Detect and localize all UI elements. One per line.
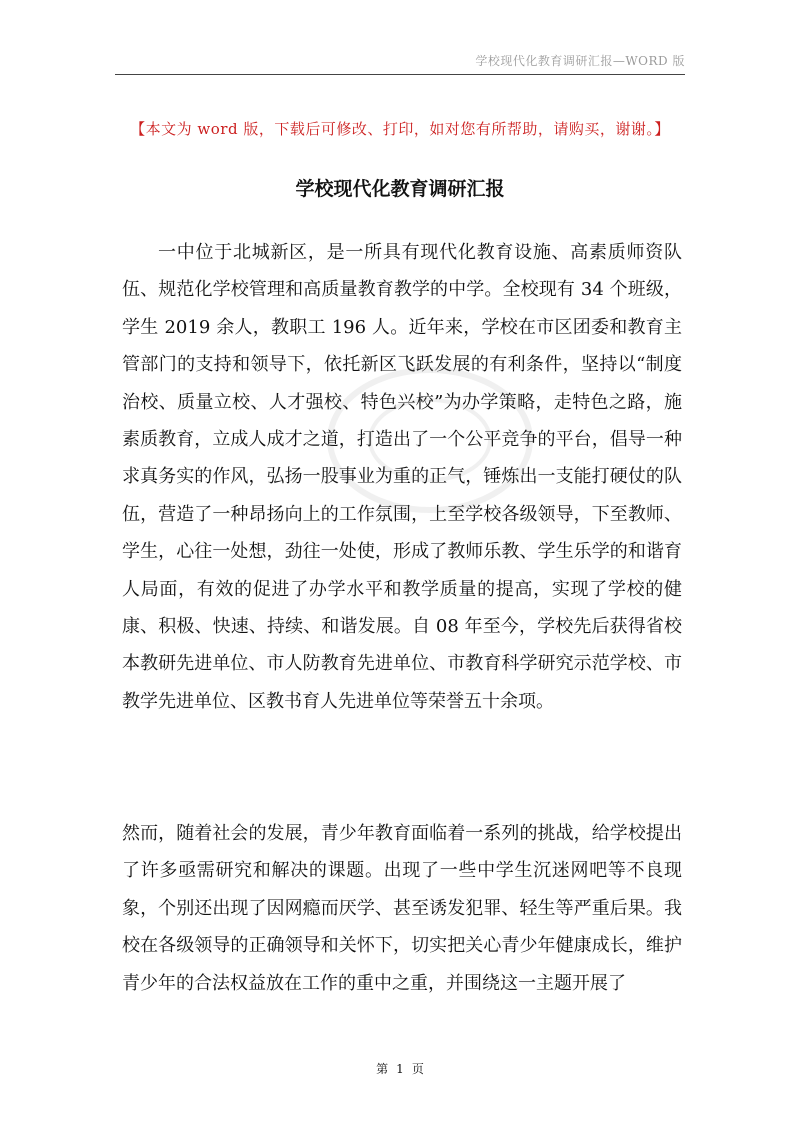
running-title: 学校现代化教育调研汇报—WORD 版	[475, 54, 685, 68]
document-title: 学校现代化教育调研汇报	[295, 178, 505, 200]
page-footer	[0, 1060, 800, 1077]
page-label-prefix: 第	[376, 1062, 389, 1076]
page-number: 1	[396, 1062, 404, 1076]
watermark-logo-icon	[310, 350, 550, 530]
body-paragraph-2: 然而，随着社会的发展，青少年教育面临着一系列的挑战，给学校提出了许多亟需研究和解决的课题。出现了一些中学生沉迷网吧等不良现象，个别还出现了因网瘾而厌学、甚至诱发犯罪、轻生等严重后果。我校在各级领导的正确领导和关怀下，切实把关心青少年健康成长，维护青少年的合法权益放在工作的重中之重，并围绕这一主题开展了	[122, 823, 682, 994]
body-paragraph-1: 一中位于北城新区，是一所具有现代化教育设施、高素质师资队伍、规范化学校管理和高质量教育教学的中学。全校现有 34 个班级，学生 2019 余人，教职工 196 人。近年来，学校在市区团委和教育主管部门的支持和领导下，依托新区飞跃发展的有利条件，坚持以“制度治校、质量立校、人才强校、特色兴校”为办学策略，走特色之路，施素质教育，立成人成才之道，打造出了一个公平竞争的平台，倡导一种求真务实的作风，弘扬一股事业为重的正气，锤炼出一支能打硬仗的队伍，营造了一种昂扬向上的工作氛围，上至学校各级领导，下至教师、学生，心往一处想，劲往一处使，形成了教师乐教、学生乐学的和谐育人局面，有效的促进了办学水平和教学质量的提高，实现了学校的健康、积极、快速、持续、和谐发展。自 08 年至今，学校先后获得省校本教研先进单位、市人防教育先进单位、市教育科学研究示范学校、市教学先进单位、区教书育人先进单位等荣誉五十余项。	[122, 242, 682, 712]
page-label-suffix: 页	[411, 1062, 424, 1076]
download-notice: 【本文为 word 版，下载后可修改、打印，如对您有所帮助，请购买，谢谢。】	[130, 120, 670, 138]
header-divider	[115, 74, 685, 75]
